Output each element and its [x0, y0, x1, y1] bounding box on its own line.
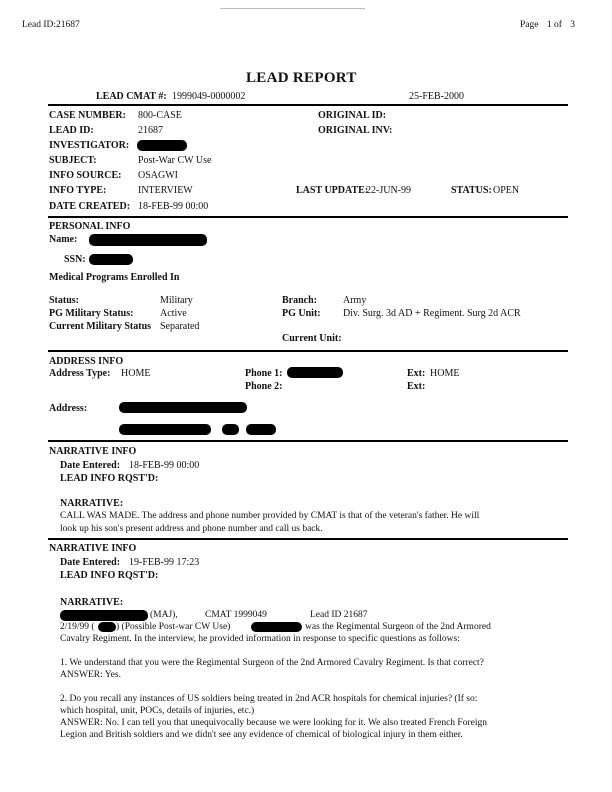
redaction-address-line1 — [119, 402, 247, 413]
status-label: STATUS: — [451, 185, 492, 196]
redaction-phone1 — [287, 367, 343, 378]
status-value: OPEN — [493, 185, 520, 196]
narrative1-line1: CALL WAS MADE. The address and phone number provided by CMAT is that of the veteran's father. He will — [60, 511, 480, 521]
redaction-interviewee-name — [60, 610, 148, 621]
redaction-investigator — [137, 140, 187, 151]
narrative2-section-title: NARRATIVE INFO — [49, 543, 137, 554]
phone1-label: Phone 1: — [245, 368, 283, 379]
narrative1-lead-info-label: LEAD INFO RQST'D: — [60, 473, 159, 484]
address-label: Address: — [49, 403, 88, 414]
narrative2-date-entered-label: Date Entered: — [60, 557, 121, 568]
header-divider — [220, 8, 365, 9]
branch-label: Branch: — [282, 295, 317, 306]
date-created-label: DATE CREATED: — [49, 201, 131, 212]
narrative2-line2-rest: was the Regimental Surgeon of the 2nd Armored — [305, 622, 491, 632]
medical-programs-label: Medical Programs Enrolled In — [49, 272, 180, 283]
pg-military-status-label: PG Military Status: — [49, 308, 134, 319]
lead-id-label: LEAD ID: — [49, 125, 94, 136]
branch-value: Army — [343, 295, 367, 306]
current-military-status-value: Separated — [160, 321, 200, 332]
lead-cmat-label: LEAD CMAT #: — [96, 91, 167, 102]
pg-military-status-value: Active — [160, 308, 187, 319]
ext1-value: HOME — [430, 368, 460, 379]
narrative2-possible-use: ) (Possible Post-war CW Use) — [116, 622, 231, 632]
narrative2-narrative-label: NARRATIVE: — [60, 597, 124, 608]
page-total: 3 — [570, 20, 576, 30]
last-update-value: 22-JUN-99 — [366, 185, 411, 196]
narrative1-section-title: NARRATIVE INFO — [49, 446, 137, 457]
narrative2-date-prefix: 2/19/99 ( — [60, 622, 95, 632]
divider-address — [48, 350, 568, 352]
date-created-value: 18-FEB-99 00:00 — [138, 201, 209, 212]
narrative2-lead-ref: Lead ID 21687 — [310, 610, 368, 620]
redaction-address-line2b — [222, 424, 239, 435]
narrative2-cmat: CMAT 1999049 — [205, 610, 267, 620]
answer-2-line2: Legion and British soldiers and we didn't see any evidence of chemical of biological injury in them either. — [60, 730, 463, 740]
current-military-status-label: Current Military Status — [49, 321, 152, 332]
narrative1-date-entered-label: Date Entered: — [60, 460, 121, 471]
divider-personal — [48, 216, 568, 218]
divider-top — [48, 104, 568, 106]
question-1: 1. We understand that you were the Regimental Surgeon of the 2nd Armored Cavalry Regiment. Is that correct? — [60, 658, 484, 668]
pg-unit-value: Div. Surg. 3d AD + Regiment. Surg 2d ACR — [343, 308, 521, 319]
case-number-value: 800-CASE — [138, 110, 182, 121]
info-source-value: OSAGWI — [138, 170, 178, 181]
divider-narrative1 — [48, 440, 568, 442]
info-type-value: INTERVIEW — [138, 185, 193, 196]
answer-1: ANSWER: Yes. — [60, 670, 121, 680]
report-title: LEAD REPORT — [246, 70, 357, 86]
redaction-address-line2c — [246, 424, 276, 435]
answer-2-line1: ANSWER: No. I can tell you that unequivocally because we were looking for it. We also treated French Foreign — [60, 718, 487, 728]
original-inv-label: ORIGINAL INV: — [318, 125, 393, 136]
redaction-address-line2a — [119, 424, 211, 435]
original-id-label: ORIGINAL ID: — [318, 110, 387, 121]
last-update-label: LAST UPDATE: — [296, 185, 369, 196]
ext2-label: Ext: — [407, 381, 426, 392]
address-section-title: ADDRESS INFO — [49, 356, 124, 367]
redaction-interviewee-name-2 — [251, 622, 302, 632]
page-number: 1 — [546, 20, 552, 30]
investigator-label: INVESTIGATOR: — [49, 140, 130, 151]
narrative1-narrative-label: NARRATIVE: — [60, 498, 124, 509]
narrative2-date-entered-value: 19-FEB-99 17:23 — [129, 557, 200, 568]
narrative2-lead-info-label: LEAD INFO RQST'D: — [60, 570, 159, 581]
case-number-label: CASE NUMBER: — [49, 110, 126, 121]
lead-cmat-value: 1999049-0000002 — [172, 91, 246, 102]
personal-status-value: Military — [160, 295, 193, 306]
redaction-ssn — [89, 254, 133, 265]
header-lead-id: Lead ID:21687 — [22, 20, 80, 30]
ssn-label: SSN: — [64, 254, 86, 265]
divider-narrative2 — [48, 538, 568, 540]
narrative1-date-entered-value: 18-FEB-99 00:00 — [129, 460, 200, 471]
narrative2-rank: (MAJ), — [150, 610, 178, 620]
page-label: Page — [520, 20, 539, 30]
address-type-label: Address Type: — [49, 368, 111, 379]
current-unit-label: Current Unit: — [282, 333, 342, 344]
question-2-line1: 2. Do you recall any instances of US soldiers being treated in 2nd ACR hospitals for chemical injuries? (If so: — [60, 694, 478, 704]
personal-section-title: PERSONAL INFO — [49, 221, 131, 232]
lead-id-value: 21687 — [138, 125, 163, 136]
pg-unit-label: PG Unit: — [282, 308, 321, 319]
info-type-label: INFO TYPE: — [49, 185, 107, 196]
page-indicator — [520, 20, 575, 30]
narrative2-line3: Cavalry Regiment. In the interview, he provided information in response to specific questions as follows: — [60, 634, 460, 644]
report-date: 25-FEB-2000 — [409, 91, 464, 102]
redaction-initials — [98, 622, 116, 632]
subject-label: SUBJECT: — [49, 155, 97, 166]
redaction-name — [89, 234, 207, 246]
info-source-label: INFO SOURCE: — [49, 170, 122, 181]
phone2-label: Phone 2: — [245, 381, 283, 392]
page-of: of — [553, 20, 562, 30]
ext1-label: Ext: — [407, 368, 426, 379]
question-2-line2: which hospital, unit, POCs, details of injuries, etc.) — [60, 706, 255, 716]
subject-value: Post-War CW Use — [138, 155, 212, 166]
address-type-value: HOME — [121, 368, 151, 379]
personal-status-label: Status: — [49, 295, 80, 306]
name-label: Name: — [49, 234, 78, 245]
narrative1-line2: look up his son's present address and phone number and call us back. — [60, 524, 323, 534]
